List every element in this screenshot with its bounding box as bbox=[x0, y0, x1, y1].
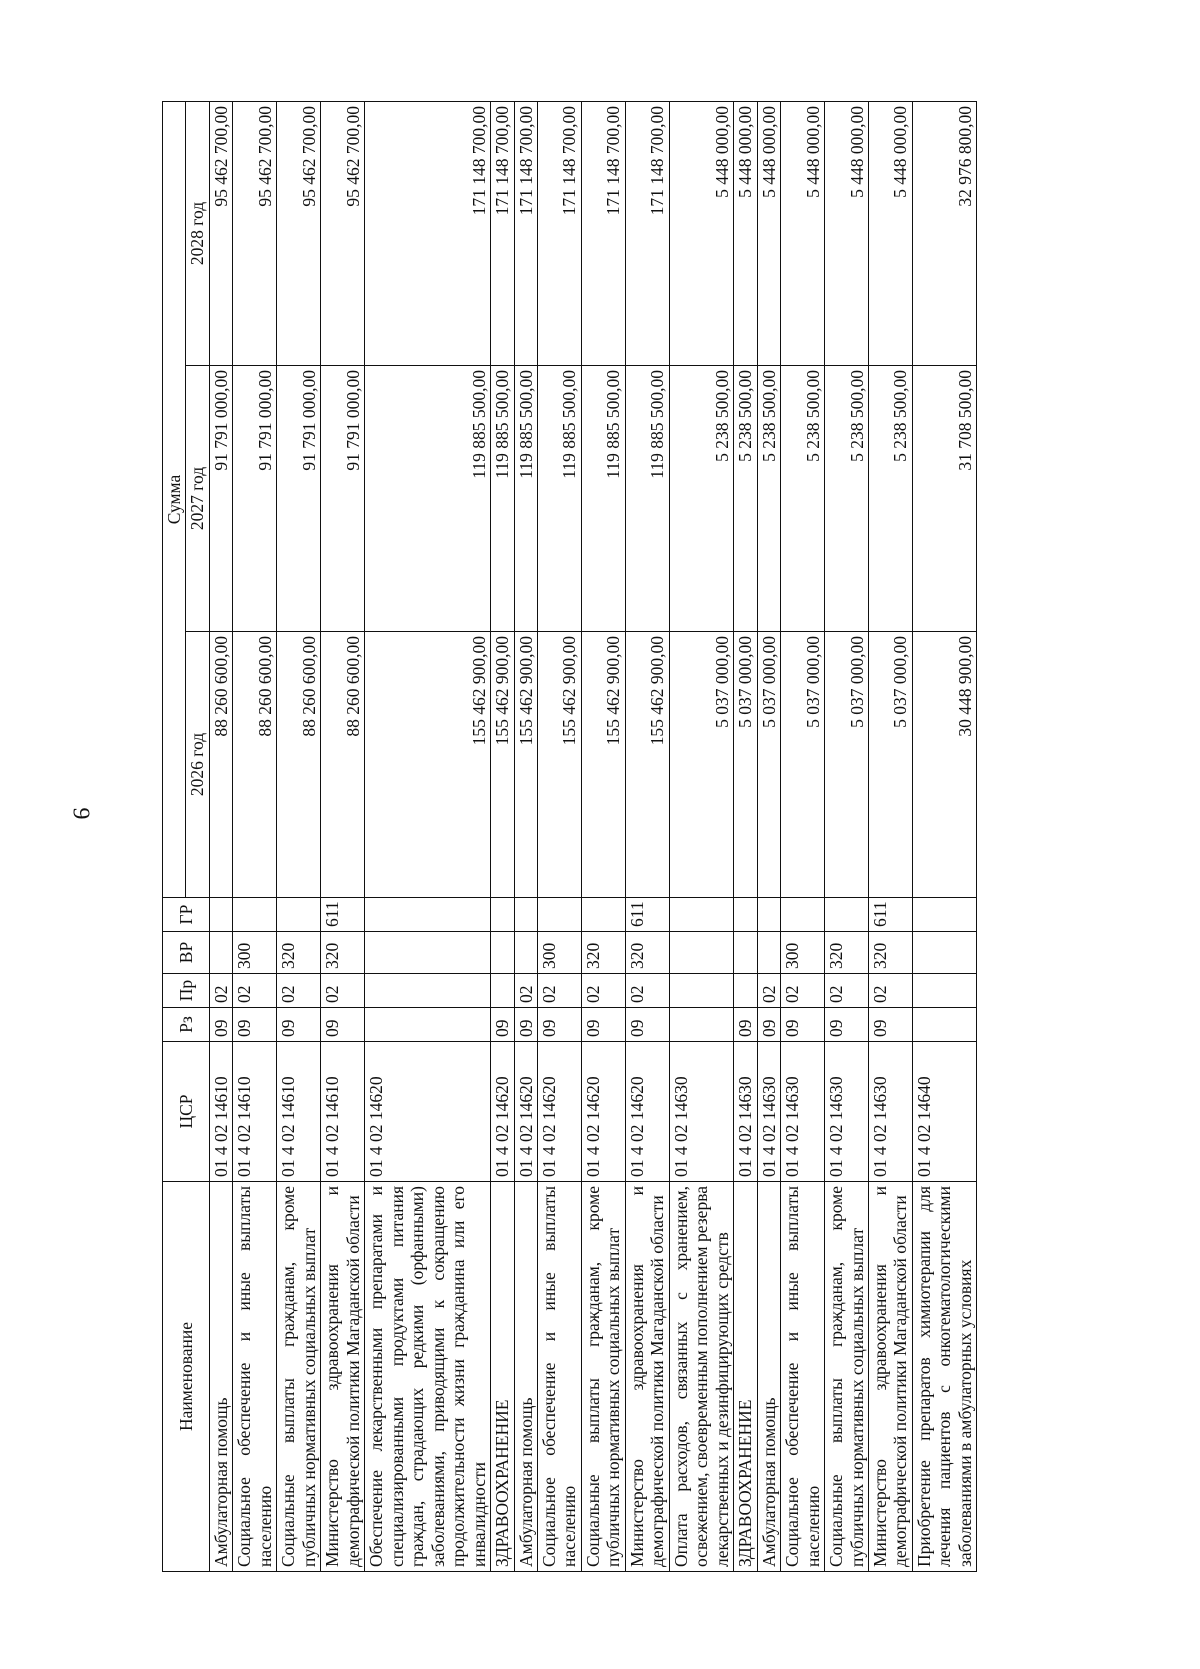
cell-name: Обеспечение лекарственными препаратами и специализированными продуктами питания граждан, страдающих редкими (орфанными) заболеваниями, приводящими к сокращению продолжительности жизни гражданина или его инвалидности bbox=[365, 1182, 491, 1572]
cell-name: Амбулаторная помощь bbox=[209, 1182, 232, 1572]
cell-rz bbox=[365, 1008, 491, 1042]
cell-csr: 01 4 02 14620 bbox=[491, 1042, 514, 1182]
page-number: 9 bbox=[67, 807, 94, 820]
table-row bbox=[912, 101, 976, 1571]
cell-vr bbox=[365, 932, 491, 974]
cell-2026: 5 037 000,00 bbox=[734, 632, 757, 898]
cell-2027: 5 238 500,00 bbox=[781, 366, 825, 632]
budget-table bbox=[162, 101, 977, 1572]
cell-vr bbox=[514, 932, 537, 974]
cell-vr: 320 bbox=[869, 932, 913, 974]
cell-2028: 171 148 700,00 bbox=[625, 101, 669, 365]
cell-2027: 119 885 500,00 bbox=[581, 366, 625, 632]
cell-vr: 320 bbox=[321, 932, 365, 974]
cell-2028: 171 148 700,00 bbox=[491, 101, 514, 365]
cell-2028: 171 148 700,00 bbox=[581, 101, 625, 365]
table-row bbox=[781, 101, 825, 1571]
cell-pr: 02 bbox=[537, 974, 581, 1008]
cell-pr: 02 bbox=[277, 974, 321, 1008]
cell-rz: 09 bbox=[514, 1008, 537, 1042]
cell-csr: 01 4 02 14630 bbox=[869, 1042, 913, 1182]
cell-name: Социальное обеспечение и иные выплаты населению bbox=[781, 1182, 825, 1572]
rotated-table-container bbox=[162, 102, 1162, 1572]
cell-2026: 155 462 900,00 bbox=[625, 632, 669, 898]
cell-pr bbox=[491, 974, 514, 1008]
header-name: Наименование bbox=[163, 1182, 210, 1572]
cell-rz: 09 bbox=[321, 1008, 365, 1042]
table-row bbox=[669, 101, 733, 1571]
cell-name: Социальные выплаты гражданам, кроме публичных нормативных социальных выплат bbox=[277, 1182, 321, 1572]
cell-csr: 01 4 02 14640 bbox=[912, 1042, 976, 1182]
cell-2026: 88 260 600,00 bbox=[233, 632, 277, 898]
table-row bbox=[869, 101, 913, 1571]
cell-pr: 02 bbox=[825, 974, 869, 1008]
cell-2027: 5 238 500,00 bbox=[669, 366, 733, 632]
cell-vr bbox=[669, 932, 733, 974]
cell-2028: 171 148 700,00 bbox=[365, 101, 491, 365]
cell-pr bbox=[912, 974, 976, 1008]
cell-2028: 171 148 700,00 bbox=[514, 101, 537, 365]
cell-pr: 02 bbox=[625, 974, 669, 1008]
cell-gr bbox=[912, 898, 976, 932]
cell-gr bbox=[581, 898, 625, 932]
cell-name: ЗДРАВООХРАНЕНИЕ bbox=[734, 1182, 757, 1572]
cell-vr bbox=[757, 932, 780, 974]
cell-rz: 09 bbox=[233, 1008, 277, 1042]
cell-rz: 09 bbox=[825, 1008, 869, 1042]
cell-name: Оплата расходов, связанных с хранением, освежением, своевременным пополнением резерва лекарственных и дезинфицирующих средств bbox=[669, 1182, 733, 1572]
cell-2028: 95 462 700,00 bbox=[233, 101, 277, 365]
cell-2026: 155 462 900,00 bbox=[491, 632, 514, 898]
cell-2027: 31 708 500,00 bbox=[912, 366, 976, 632]
cell-csr: 01 4 02 14620 bbox=[625, 1042, 669, 1182]
cell-rz: 09 bbox=[537, 1008, 581, 1042]
table-row bbox=[365, 101, 491, 1571]
cell-2026: 5 037 000,00 bbox=[781, 632, 825, 898]
cell-2027: 119 885 500,00 bbox=[514, 366, 537, 632]
cell-rz: 09 bbox=[757, 1008, 780, 1042]
cell-gr bbox=[781, 898, 825, 932]
cell-pr: 02 bbox=[781, 974, 825, 1008]
cell-2026: 88 260 600,00 bbox=[277, 632, 321, 898]
cell-vr: 320 bbox=[277, 932, 321, 974]
cell-csr: 01 4 02 14630 bbox=[734, 1042, 757, 1182]
header-2027: 2027 год bbox=[186, 366, 209, 632]
header-vr: ВР bbox=[163, 932, 210, 974]
cell-rz bbox=[669, 1008, 733, 1042]
cell-rz: 09 bbox=[581, 1008, 625, 1042]
header-2026: 2026 год bbox=[186, 632, 209, 898]
cell-pr bbox=[734, 974, 757, 1008]
cell-gr bbox=[365, 898, 491, 932]
cell-2027: 91 791 000,00 bbox=[321, 366, 365, 632]
table-row bbox=[514, 101, 537, 1571]
cell-gr bbox=[514, 898, 537, 932]
cell-vr: 320 bbox=[581, 932, 625, 974]
cell-vr bbox=[209, 932, 232, 974]
table-row bbox=[537, 101, 581, 1571]
cell-2028: 95 462 700,00 bbox=[277, 101, 321, 365]
cell-csr: 01 4 02 14610 bbox=[233, 1042, 277, 1182]
cell-csr: 01 4 02 14630 bbox=[825, 1042, 869, 1182]
cell-csr: 01 4 02 14620 bbox=[514, 1042, 537, 1182]
cell-2027: 91 791 000,00 bbox=[209, 366, 232, 632]
cell-2026: 5 037 000,00 bbox=[669, 632, 733, 898]
cell-rz: 09 bbox=[781, 1008, 825, 1042]
header-rz: Рз bbox=[163, 1008, 210, 1042]
cell-gr: 611 bbox=[625, 898, 669, 932]
cell-pr: 02 bbox=[514, 974, 537, 1008]
cell-csr: 01 4 02 14620 bbox=[581, 1042, 625, 1182]
cell-2027: 91 791 000,00 bbox=[277, 366, 321, 632]
cell-name: ЗДРАВООХРАНЕНИЕ bbox=[491, 1182, 514, 1572]
table-row bbox=[825, 101, 869, 1571]
cell-2027: 119 885 500,00 bbox=[537, 366, 581, 632]
cell-2028: 5 448 000,00 bbox=[757, 101, 780, 365]
cell-rz: 09 bbox=[277, 1008, 321, 1042]
cell-2026: 88 260 600,00 bbox=[321, 632, 365, 898]
cell-2028: 5 448 000,00 bbox=[734, 101, 757, 365]
header-2028: 2028 год bbox=[186, 101, 209, 365]
cell-name: Социальные выплаты гражданам, кроме публичных нормативных социальных выплат bbox=[581, 1182, 625, 1572]
cell-name: Министерство здравоохранения и демографической политики Магаданской области bbox=[321, 1182, 365, 1572]
cell-csr: 01 4 02 14630 bbox=[757, 1042, 780, 1182]
cell-gr bbox=[491, 898, 514, 932]
cell-2026: 155 462 900,00 bbox=[581, 632, 625, 898]
cell-pr: 02 bbox=[233, 974, 277, 1008]
cell-gr: 611 bbox=[869, 898, 913, 932]
cell-vr bbox=[912, 932, 976, 974]
cell-vr bbox=[491, 932, 514, 974]
cell-vr: 300 bbox=[537, 932, 581, 974]
cell-name: Амбулаторная помощь bbox=[514, 1182, 537, 1572]
cell-2026: 155 462 900,00 bbox=[365, 632, 491, 898]
cell-2026: 155 462 900,00 bbox=[537, 632, 581, 898]
cell-2027: 119 885 500,00 bbox=[491, 366, 514, 632]
cell-2027: 5 238 500,00 bbox=[869, 366, 913, 632]
cell-2028: 5 448 000,00 bbox=[825, 101, 869, 365]
cell-csr: 01 4 02 14630 bbox=[669, 1042, 733, 1182]
table-row bbox=[734, 101, 757, 1571]
cell-rz: 09 bbox=[869, 1008, 913, 1042]
cell-gr bbox=[277, 898, 321, 932]
table-row bbox=[581, 101, 625, 1571]
table-row bbox=[209, 101, 232, 1571]
cell-rz: 09 bbox=[625, 1008, 669, 1042]
table-row bbox=[277, 101, 321, 1571]
cell-pr: 02 bbox=[581, 974, 625, 1008]
cell-vr bbox=[734, 932, 757, 974]
cell-vr: 320 bbox=[625, 932, 669, 974]
cell-2028: 95 462 700,00 bbox=[321, 101, 365, 365]
cell-name: Социальные выплаты гражданам, кроме публичных нормативных социальных выплат bbox=[825, 1182, 869, 1572]
cell-vr: 300 bbox=[233, 932, 277, 974]
cell-2027: 5 238 500,00 bbox=[734, 366, 757, 632]
cell-rz bbox=[912, 1008, 976, 1042]
cell-2026: 5 037 000,00 bbox=[869, 632, 913, 898]
cell-rz: 09 bbox=[491, 1008, 514, 1042]
cell-pr bbox=[669, 974, 733, 1008]
cell-2027: 119 885 500,00 bbox=[625, 366, 669, 632]
cell-csr: 01 4 02 14630 bbox=[781, 1042, 825, 1182]
cell-2026: 30 448 900,00 bbox=[912, 632, 976, 898]
cell-gr bbox=[209, 898, 232, 932]
cell-2026: 5 037 000,00 bbox=[825, 632, 869, 898]
cell-gr bbox=[537, 898, 581, 932]
cell-2026: 5 037 000,00 bbox=[757, 632, 780, 898]
cell-gr bbox=[734, 898, 757, 932]
cell-pr: 02 bbox=[869, 974, 913, 1008]
table-body bbox=[209, 101, 976, 1571]
cell-pr: 02 bbox=[757, 974, 780, 1008]
cell-csr: 01 4 02 14610 bbox=[277, 1042, 321, 1182]
cell-name: Министерство здравоохранения и демографической политики Магаданской области bbox=[869, 1182, 913, 1572]
header-gr: ГР bbox=[163, 898, 210, 932]
cell-2028: 5 448 000,00 bbox=[869, 101, 913, 365]
header-csr: ЦСР bbox=[163, 1042, 210, 1182]
cell-pr: 02 bbox=[321, 974, 365, 1008]
cell-csr: 01 4 02 14610 bbox=[321, 1042, 365, 1182]
cell-2028: 32 976 800,00 bbox=[912, 101, 976, 365]
cell-2026: 88 260 600,00 bbox=[209, 632, 232, 898]
cell-pr: 02 bbox=[209, 974, 232, 1008]
cell-gr bbox=[669, 898, 733, 932]
cell-2027: 119 885 500,00 bbox=[365, 366, 491, 632]
table-row bbox=[491, 101, 514, 1571]
cell-vr: 300 bbox=[781, 932, 825, 974]
header-pr: Пр bbox=[163, 974, 210, 1008]
cell-2028: 5 448 000,00 bbox=[781, 101, 825, 365]
cell-vr: 320 bbox=[825, 932, 869, 974]
cell-name: Амбулаторная помощь bbox=[757, 1182, 780, 1572]
header-row-1 bbox=[163, 101, 186, 1571]
cell-name: Приобретение препаратов химиотерапии для лечения пациентов с онкогематологическими заболеваниями в амбулаторных условиях bbox=[912, 1182, 976, 1572]
cell-2027: 91 791 000,00 bbox=[233, 366, 277, 632]
cell-2028: 95 462 700,00 bbox=[209, 101, 232, 365]
table-row bbox=[625, 101, 669, 1571]
cell-gr bbox=[233, 898, 277, 932]
cell-pr bbox=[365, 974, 491, 1008]
cell-2028: 171 148 700,00 bbox=[537, 101, 581, 365]
cell-gr bbox=[825, 898, 869, 932]
cell-rz: 09 bbox=[209, 1008, 232, 1042]
table-row bbox=[757, 101, 780, 1571]
cell-csr: 01 4 02 14610 bbox=[209, 1042, 232, 1182]
cell-2028: 5 448 000,00 bbox=[669, 101, 733, 365]
cell-csr: 01 4 02 14620 bbox=[537, 1042, 581, 1182]
cell-name: Социальное обеспечение и иные выплаты населению bbox=[537, 1182, 581, 1572]
header-sum: Сумма bbox=[163, 101, 186, 897]
cell-gr: 611 bbox=[321, 898, 365, 932]
cell-gr bbox=[757, 898, 780, 932]
table-row bbox=[233, 101, 277, 1571]
table-row bbox=[321, 101, 365, 1571]
cell-2027: 5 238 500,00 bbox=[757, 366, 780, 632]
cell-2027: 5 238 500,00 bbox=[825, 366, 869, 632]
cell-name: Социальное обеспечение и иные выплаты населению bbox=[233, 1182, 277, 1572]
cell-2026: 155 462 900,00 bbox=[514, 632, 537, 898]
cell-name: Министерство здравоохранения и демографической политики Магаданской области bbox=[625, 1182, 669, 1572]
cell-rz: 09 bbox=[734, 1008, 757, 1042]
cell-csr: 01 4 02 14620 bbox=[365, 1042, 491, 1182]
